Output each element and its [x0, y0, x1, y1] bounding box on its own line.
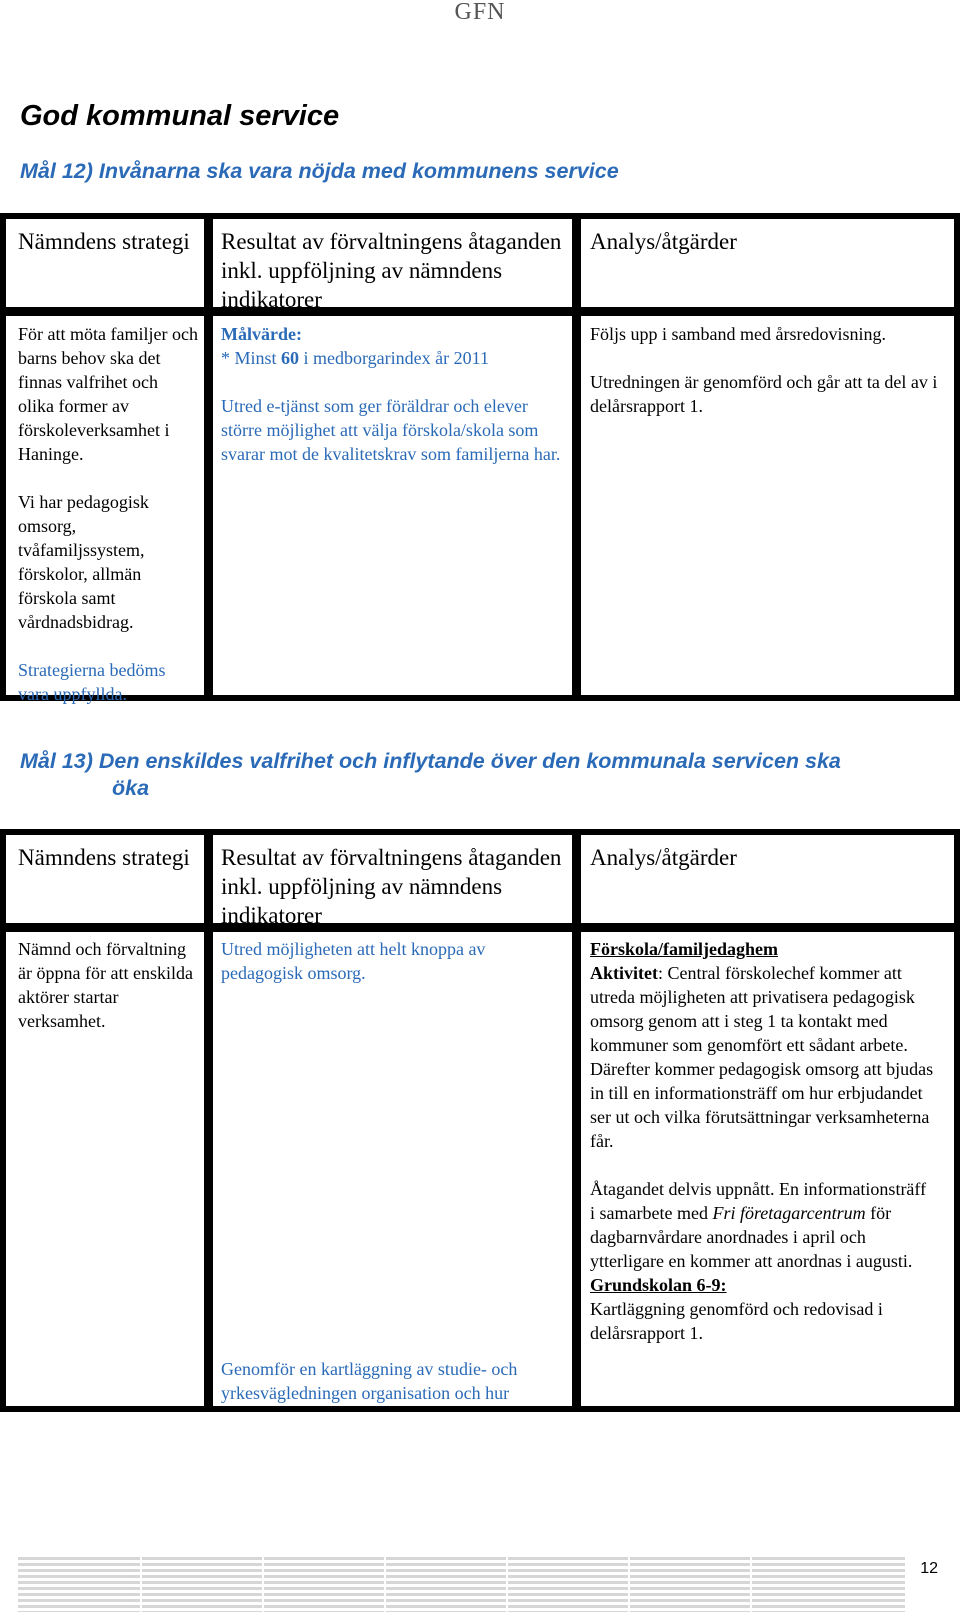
goal13-activity-text: : Central förskolechef kommer att utreda möjligheten att privatisera pedagogisk omsorg genom att i steg 1 ta kontakt med kommuner som genomfört ett sådant arbete. Därefter kommer pedagogisk omsorg att bjudas in till en informationsträff om hur erbjudandet ser ut och vilka förutsättningar verksamheterna får. [590, 963, 934, 1151]
section-title: God kommunal service [20, 100, 340, 132]
goal13-analysis-cell [590, 937, 935, 1345]
goal12-strategy-status: Strategierna bedöms vara uppfyllda. [18, 660, 166, 704]
goal13-title [20, 748, 841, 802]
goal13-analysis-p2-b: för dagbarnvårdare anordnades i april och ytterligare en kommer att anordnas i augusti. [590, 1203, 913, 1271]
goal12-header-analysis: Analys/åtgärder [590, 229, 737, 254]
goal13-table [0, 829, 960, 1412]
goal12-analysis-p1: Följs upp i samband med årsredovisning. [590, 324, 886, 344]
goal12-header-results: Resultat av förvaltningens åtaganden inkl. uppföljning av nämndens indikatorer [221, 229, 562, 312]
goal12-analysis-p2: Utredningen är genomförd och går att ta del av i delårsrapport 1. [590, 372, 938, 416]
goal13-analysis-p2-a: Åtagandet delvis uppnått. En informationsträff i samarbete med [590, 1179, 927, 1223]
goal13-analysis-heading1: Förskola/familjedaghem [590, 939, 778, 959]
goal12-target-prefix: * Minst [221, 348, 277, 368]
goal12-results-p2: Utred e-tjänst som ger föräldrar och elever större möjlighet att välja förskola/skola som svarar mot de kvalitetskrav som familjerna har. [221, 396, 561, 464]
goal12-strategy-p1: För att möta familjer och barns behov ska det finnas valfrihet och olika former av förskoleverksamhet i Haninge. [18, 324, 198, 464]
footer-wave-decoration [18, 1557, 905, 1612]
goal13-strategy-p1: Nämnd och förvaltning är öppna för att enskilda aktörer startar verksamhet. [18, 939, 193, 1031]
goal12-table [0, 213, 960, 704]
goal12-results-cell [221, 322, 571, 466]
goal13-analysis-heading2: Grundskolan 6-9: [590, 1275, 727, 1295]
goal12-title: Mål 12) Invånarna ska vara nöjda med kommunens service [20, 159, 619, 183]
goal13-header-results: Resultat av förvaltningens åtaganden inkl. uppföljning av nämndens indikatorer [221, 845, 562, 928]
goal12-target-value: 60 [281, 348, 300, 368]
goal13-title-line2: öka [112, 776, 150, 800]
goal13-strategy-cell [18, 937, 198, 1033]
goal13-analysis-p2 [590, 1177, 935, 1273]
goal13-analysis-p3: Kartläggning genomförd och redovisad i delårsrapport 1. [590, 1299, 883, 1343]
goal12-target-label: Målvärde: [221, 324, 302, 344]
goal12-analysis-cell [590, 322, 950, 418]
goal12-target-suffix: i medborgarindex år 2011 [303, 348, 489, 368]
goal12-header-strategy: Nämndens strategi [18, 229, 190, 254]
goal12-strategy-cell [18, 322, 198, 706]
goal12-strategy-p2: Vi har pedagogisk omsorg, tvåfamiljssystem, förskolor, allmän förskola samt vårdnadsbidrag. [18, 492, 149, 632]
goal13-header-strategy: Nämndens strategi [18, 845, 190, 870]
goal13-title-line1: Mål 13) Den enskildes valfrihet och inflytande över den kommunala servicen ska [20, 749, 841, 773]
goal13-analysis-p2-italic: Fri företagarcentrum [712, 1203, 866, 1223]
goal13-activity-label: Aktivitet [590, 963, 658, 983]
goal13-results-p1: Utred möjligheten att helt knoppa av pedagogisk omsorg. [221, 939, 486, 983]
goal13-activity [590, 961, 935, 1153]
goal13-header-analysis: Analys/åtgärder [590, 845, 737, 870]
page-number: 12 [920, 1560, 938, 1577]
header-logo: GFN [454, 0, 506, 25]
goal13-results-p2: Genomför en kartläggning av studie- och yrkesvägledningen organisation och hur [221, 1359, 518, 1403]
goal12-target-line [221, 346, 571, 370]
